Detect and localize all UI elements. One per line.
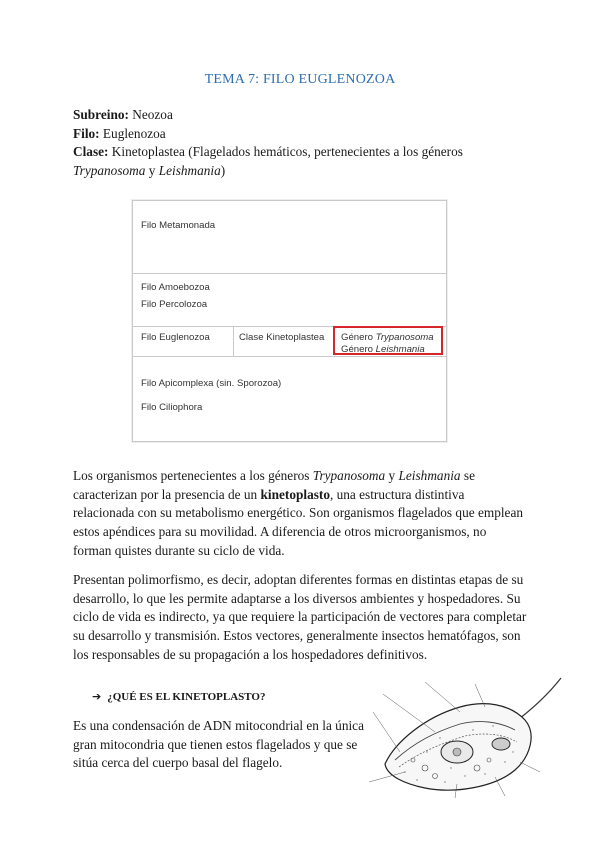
table-row-metamonada: Filo Metamonada (141, 220, 216, 231)
table-cell-kinetoplastea: Clase Kinetoplastea (239, 332, 325, 343)
arrow-icon: ➔ (92, 690, 102, 703)
polimorfismo-paragraph: Presentan polimorfismo, es decir, adoptan diferentes formas en distintas etapas de su desarrollo, lo que les permite adaptarse a los diversos ambientes y hospedadores. Su ciclo de vida es indirecto, ya que requiere la participación de vectores para completar su desarrollo y transmisión. Estos vectores, generalmente insectos hematófagos, son los responsables de su propagación a los hospedadores definitivos. (73, 572, 527, 662)
table-row-ciliophora: Filo Ciliophora (141, 402, 203, 413)
table-row-percolozoa: Filo Percolozoa (141, 299, 208, 310)
question-heading: ➔ ¿QUÉ ES EL KINETOPLASTO? (92, 690, 266, 703)
table-cell-euglenozoa: Filo Euglenozoa (141, 332, 210, 343)
kinetoplasto-definition: Es una condensación de ADN mitocondrial en la única gran mitocondria que tienen estos flagelados y que se sitúa cerca del cuerpo basal del flagelo. (73, 718, 364, 771)
page-title: TEMA 7: FILO EUGLENOZOA (204, 72, 396, 87)
table-divider (133, 356, 446, 357)
highlight-box (333, 326, 443, 355)
filo-line: Filo: Euglenozoa (73, 125, 166, 141)
table-cell-genero-trypanosoma: Género Trypanosoma (341, 332, 434, 343)
table-divider (133, 273, 446, 274)
table-row-amoebozoa: Filo Amoebozoa (141, 282, 210, 293)
intro-paragraph: Los organismos pertenecientes a los géneros Trypanosoma y Leishmania se caracterizan por la presencia de un kinetoplasto, una estructura distintiva relacionada con su metabolismo energético. Son organismos flagelados que emplean estos apéndices para su movilidad. A diferencia de otros microorganismos, no forman quistes durante su ciclo de vida. (73, 468, 523, 558)
table-col-divider (233, 327, 234, 356)
trypanosome-diagram (365, 672, 569, 802)
taxonomy-summary (73, 106, 533, 180)
table-row-apicomplexa: Filo Apicomplexa (sin. Sporozoa) (141, 378, 282, 389)
clase-line: Clase: Kinetoplastea (Flagelados hemáticos, pertenecientes a los géneros Trypanosoma y Leishmania) (73, 144, 463, 178)
table-cell-genero-leishmania: Género Leishmania (341, 344, 425, 355)
classification-table (132, 200, 447, 442)
subreino-line: Subreino: Neozoa (73, 107, 173, 122)
